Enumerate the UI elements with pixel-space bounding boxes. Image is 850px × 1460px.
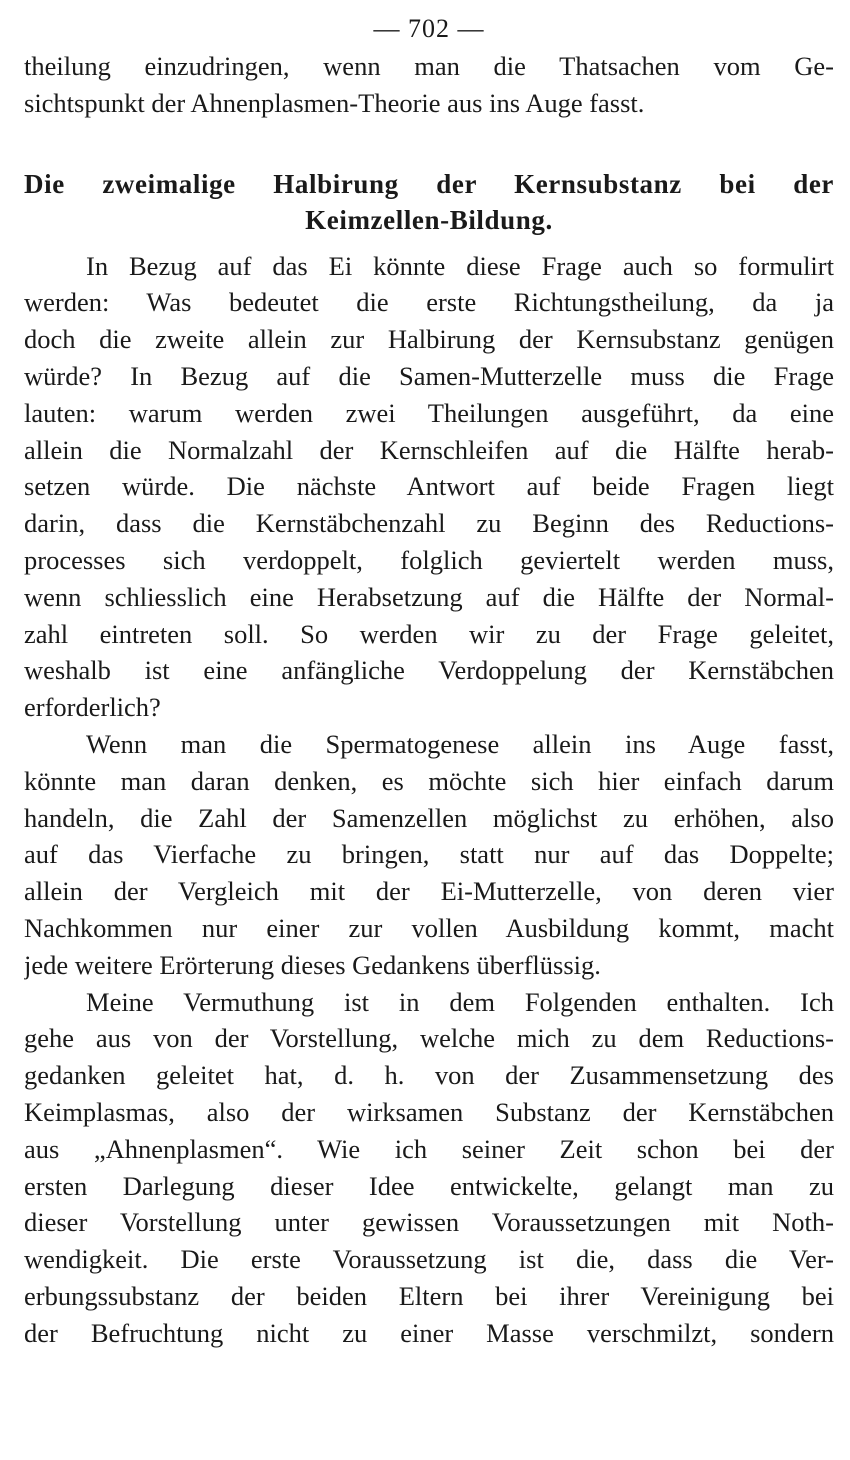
text-line: allein der Vergleich mit der Ei-Mutterzelle, von deren vier — [24, 876, 834, 907]
paragraph-1 — [24, 248, 834, 726]
text-line: Nachkommen nur einer zur vollen Ausbildung kommt, macht — [24, 912, 834, 943]
text-line: erbungssubstanz der beiden Eltern bei ihrer Vereinigung bei — [24, 1280, 834, 1311]
text-line: der Befruchtung nicht zu einer Masse verschmilzt, sondern — [24, 1317, 834, 1348]
book-page — [24, 14, 834, 1352]
page-number: — 702 — — [373, 14, 485, 43]
text-line: theilung einzudringen, wenn man die Thatsachen vom Ge- — [24, 51, 834, 81]
text-line: aus „Ahnenplasmen“. Wie ich seiner Zeit schon bei der — [24, 1133, 834, 1164]
text-line: dieser Vorstellung unter gewissen Voraussetzungen mit Noth- — [24, 1207, 834, 1238]
text-line: ersten Darlegung dieser Idee entwickelte, gelangt man zu — [24, 1170, 834, 1201]
text-line: werden: Was bedeutet die erste Richtungstheilung, da ja — [24, 287, 834, 318]
text-line: wendigkeit. Die erste Voraussetzung ist die, dass die Ver- — [24, 1244, 834, 1275]
text-line: gedanken geleitet hat, d. h. von der Zusammensetzung des — [24, 1060, 834, 1091]
text-line: weshalb ist eine anfängliche Verdoppelung der Kernstäbchen — [24, 655, 834, 686]
text-line: Wenn man die Spermatogenese allein ins Auge fasst, — [86, 728, 834, 759]
text-line: könnte man daran denken, es möchte sich hier einfach darum — [24, 765, 834, 796]
text-line: wenn schliesslich eine Herabsetzung auf die Hälfte der Normal- — [24, 581, 834, 612]
text-line: jede weitere Erörterung dieses Gedankens überflüssig. — [24, 949, 601, 980]
text-line: darin, dass die Kernstäbchenzahl zu Beginn des Reductions- — [24, 508, 834, 539]
text-line: würde? In Bezug auf die Samen-Mutterzelle muss die Frage — [24, 360, 834, 391]
text-line: lauten: warum werden zwei Theilungen ausgeführt, da eine — [24, 397, 834, 428]
text-line: doch die zweite allein zur Halbirung der Kernsubstanz genügen — [24, 324, 834, 355]
text-line: Keimplasmas, also der wirksamen Substanz der Kernstäbchen — [24, 1096, 834, 1127]
section-heading-line-1: Die zweimalige Halbirung der Kernsubstanz bei der — [24, 168, 834, 199]
text-line: setzen würde. Die nächste Antwort auf beide Fragen liegt — [24, 471, 834, 502]
text-line: allein die Normalzahl der Kernschleifen auf die Hälfte herab- — [24, 434, 834, 465]
paragraph-2 — [24, 726, 834, 984]
text-line: In Bezug auf das Ei könnte diese Frage auch so formulirt — [86, 250, 834, 281]
section-heading — [24, 166, 834, 238]
section-heading-line-2: Keimzellen-Bildung. — [305, 204, 553, 235]
text-line: zahl eintreten soll. So werden wir zu der Frage geleitet, — [24, 618, 834, 649]
text-line: Meine Vermuthung ist in dem Folgenden enthalten. Ich — [86, 986, 834, 1017]
text-line: auf das Vierfache zu bringen, statt nur auf das Doppelte; — [24, 839, 834, 870]
intro-text — [24, 48, 834, 122]
text-line: erforderlich? — [24, 692, 161, 723]
text-line: gehe aus von der Vorstellung, welche mich zu dem Reductions- — [24, 1023, 834, 1054]
text-line: sichtspunkt der Ahnenplasmen-Theorie aus ins Auge fasst. — [24, 87, 645, 118]
paragraph-3 — [24, 984, 834, 1352]
text-line: processes sich verdoppelt, folglich geviertelt werden muss, — [24, 544, 834, 575]
text-line: handeln, die Zahl der Samenzellen möglichst zu erhöhen, also — [24, 802, 834, 833]
